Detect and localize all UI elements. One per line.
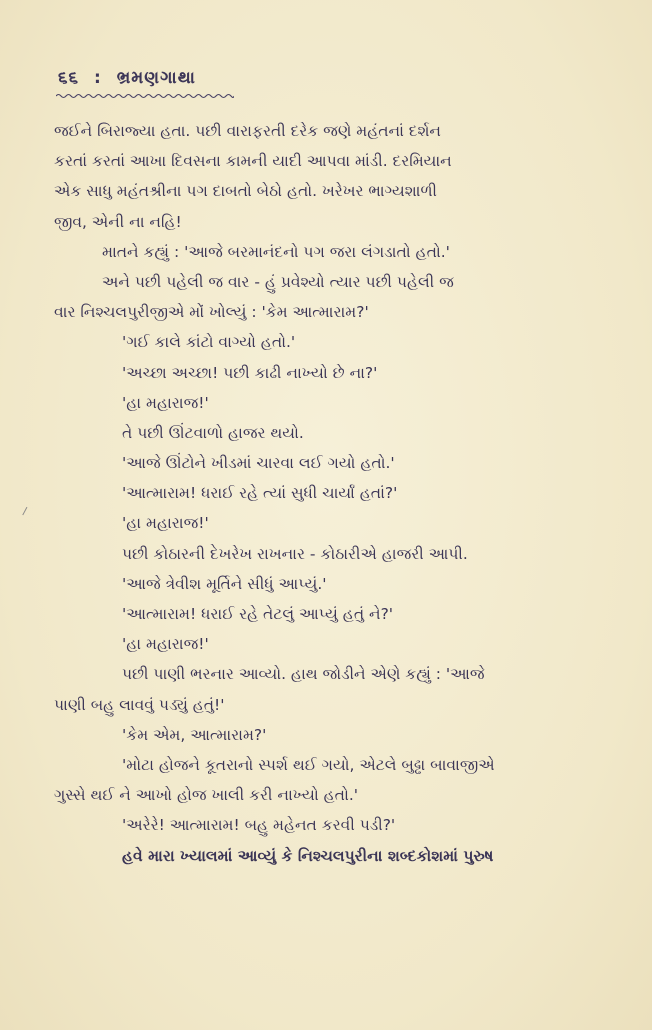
header-separator: : [93,68,102,88]
body-text [54,116,614,871]
text-line: 'કેમ એમ, આત્મારામ?' [122,725,267,744]
text-line: 'હા મહારાજ!' [122,393,209,412]
text-line: 'મોટા હોજને કૂતરાનો સ્પર્શ થઈ ગયો, એટલે બુઢ્ઢા બાવાજીએ [122,755,495,774]
wavy-underline [56,93,234,99]
text-line: કરતાં કરતાં આખા દિવસના કામની યાદી આપવા માંડી. દરમિયાન [54,152,452,171]
text-line: 'અચ્છા અચ્છા! પછી કાઢી નાખ્યો છે ના?' [122,363,378,382]
text-line: ગુસ્સે થઈ ને આખો હોજ ખાલી કરી નાખ્યો હતો.' [54,786,359,805]
text-line: 'આજે ત્રેવીશ મૂર્તિને સીધું આપ્યું.' [122,574,327,593]
page-number: ૬૬ [58,68,80,88]
text-line: તે પછી ઊંટવાળો હાજર થયો. [122,423,304,442]
book-title: ભ્રમણગાથા [116,68,196,88]
text-line: પછી પાણી ભરનાર આવ્યો. હાથ જોડીને એણે કહ્યું : 'આજે [122,665,485,684]
text-line: જઈને બિરાજ્યા હતા. પછી વારાફરતી દરેક જણે મહંતનાં દર્શન [54,122,441,140]
text-line: 'અરેરે! આત્મારામ! બહુ મહેનત કરવી પડી?' [122,816,396,835]
running-header [58,68,196,88]
text-line: 'હા મહારાજ!' [122,514,209,533]
text-line: 'આજે ઊંટોને ખીડમાં ચારવા લઈ ગયો હતો.' [122,454,395,473]
text-line: જીવ, એની ના નહિ! [54,212,182,231]
text-line: હવે મારા ખ્યાલમાં આવ્યું કે નિશ્ચલપુરીના શબ્દકોશમાં પુરુષ [122,846,494,865]
text-line: 'આત્મારામ! ધરાઈ રહે ત્યાં સુધી ચાર્યાં હતાં?' [122,484,398,503]
text-line: માતને કહ્યું : 'આજે બરમાનંદનો પગ જરા લંગડાતો હતો.' [102,242,450,261]
text-line: વાર નિશ્ચલપુરીજીએ મોં ખોલ્યું : 'કેમ આત્મારામ?' [54,303,369,322]
text-line: 'આત્મારામ! ધરાઈ રહે તેટલું આપ્યું હતું ને?' [122,605,394,623]
text-line: 'ગઈ કાલે કાંટો વાગ્યો હતો.' [122,333,296,352]
text-line: અને પછી પહેલી જ વાર - હું પ્રવેશ્યો ત્યાર પછી પહેલી જ [102,272,454,291]
text-line: 'હા મહારાજ!' [122,635,209,654]
margin-pencil-mark [22,507,32,518]
text-line: પછી કોઠારની દેખરેખ રાખનાર - કોઠારીએ હાજરી આપી. [122,544,468,563]
text-line: પાણી બહુ લાવવું પડ્યું હતું!' [54,695,225,714]
text-line: એક સાધુ મહંતશ્રીના પગ દાબતો બેઠો હતો. ખરેખર ભાગ્યશાળી [54,182,437,201]
